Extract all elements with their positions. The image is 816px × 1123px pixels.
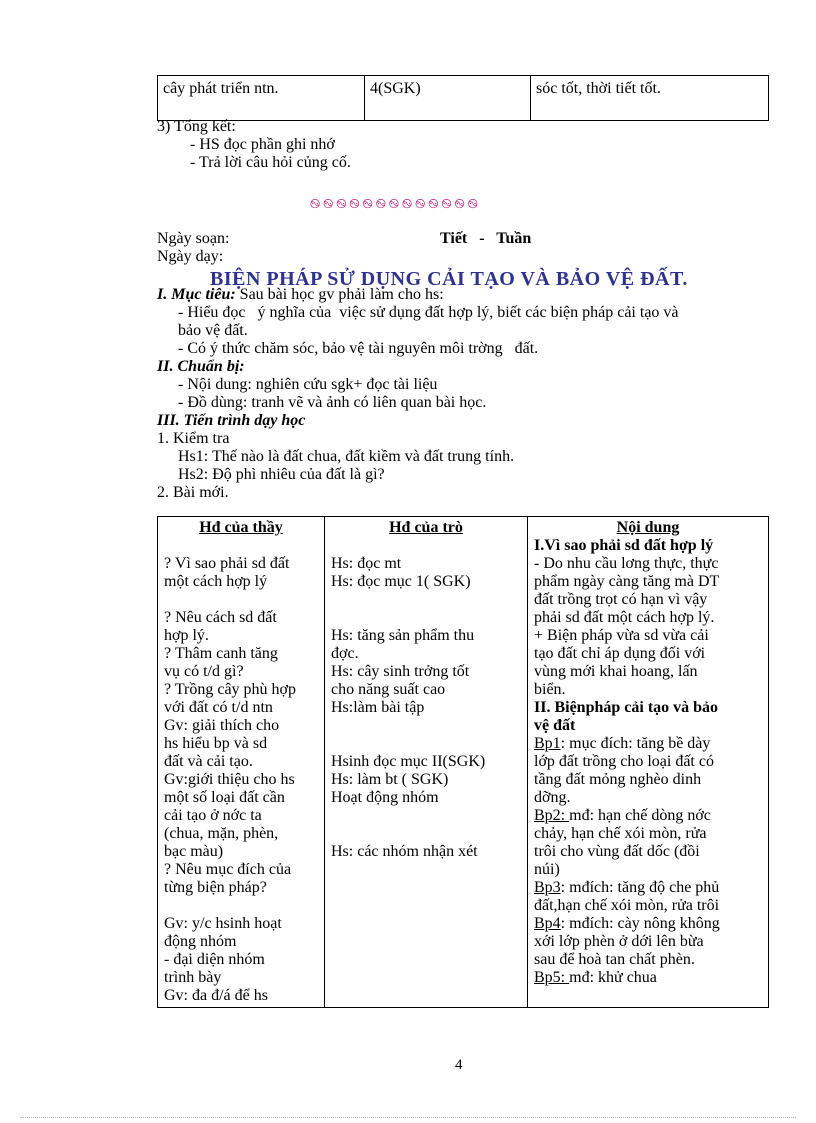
table-row	[158, 76, 769, 121]
measure-line	[534, 807, 762, 825]
check-heading: 1. Kiểm tra	[157, 430, 230, 447]
teacher-line: vụ có t/d gì?	[164, 663, 244, 680]
student-line: Hs: làm bt ( SGK)	[331, 771, 449, 788]
content-line: phẩm ngày càng tăng mà DT	[534, 573, 720, 590]
student-line	[331, 735, 521, 753]
summary-heading: 3) Tổng kết:	[157, 118, 236, 135]
teacher-line: đất và cải tạo.	[164, 753, 253, 770]
student-line: cho năng suất cao	[331, 681, 446, 698]
preparation-item: - Nội dung: nghiên cứu sgk+ đọc tài liệu	[178, 376, 438, 393]
measure-label: Bp4	[534, 915, 561, 932]
ornament-icon: ࿊	[415, 196, 426, 211]
objective-item: - Hiểu đọc ý nghĩa của việc sử dụng đất hợp lý, biết các biện pháp cải tạo và	[178, 304, 679, 321]
teacher-line: một số loại đất cần	[164, 789, 285, 806]
process-heading: III. Tiến trình dạy học	[157, 412, 306, 429]
teacher-line: (chua, mặn, phèn,	[164, 825, 279, 842]
teacher-line: với đất có t/d ntn	[164, 699, 273, 716]
summary-item: - Trả lời câu hỏi củng cố.	[190, 154, 351, 171]
teacher-line	[164, 591, 318, 609]
student-column	[325, 517, 528, 1008]
content-line: phải sd đất một cách hợp lý.	[534, 609, 715, 626]
teacher-line	[164, 537, 318, 555]
page-number: 4	[455, 1057, 463, 1073]
preparation-item: - Đồ dùng: tranh vẽ và ảnh có liên quan bài học.	[178, 394, 487, 411]
student-line	[331, 609, 521, 627]
continuation-table	[157, 75, 769, 121]
measure-line: chảy, hạn chế xói mòn, rửa	[534, 825, 707, 842]
teacher-line: một cách hợp lý	[164, 573, 268, 590]
measure-label: Bp2:	[534, 807, 570, 824]
teacher-line: hs hiểu bp và sd	[164, 735, 268, 752]
ornament-icon: ࿊	[323, 196, 334, 211]
measure-line: tầng đất mỏng nghèo dinh	[534, 771, 702, 788]
measure-line: xới lớp phèn ở dới lên bừa	[534, 933, 704, 950]
ornament-icon: ࿊	[388, 196, 399, 211]
table-cell: cây phát triển ntn.	[158, 76, 365, 121]
objectives-line	[157, 286, 444, 304]
student-line: Hs: các nhóm nhận xét	[331, 843, 478, 860]
teacher-line: động nhóm	[164, 933, 237, 950]
student-line	[331, 717, 521, 735]
teacher-line: ? Thâm canh tăng	[164, 645, 278, 662]
period-week: Tiết - Tuần	[440, 230, 532, 247]
teacher-line: ? Trồng cây phù hợp	[164, 681, 297, 698]
column-header: Nội dung	[616, 519, 680, 536]
student-line: Hs: cây sinh trởng tốt	[331, 663, 470, 680]
measure-label: Bp1	[534, 735, 561, 752]
content-heading: I.Vì sao phải sd đất hợp lý	[534, 537, 714, 554]
ornament-icon: ࿊	[428, 196, 439, 211]
content-heading: vệ đất	[534, 717, 576, 734]
measure-text: mđ: hạn chế dòng nớc	[569, 807, 711, 824]
ornament-icon: ࿊	[336, 196, 347, 211]
measure-line	[534, 969, 762, 987]
measure-line	[534, 879, 762, 897]
student-line	[331, 591, 521, 609]
teacher-line: ? Nêu mục đích của	[164, 861, 292, 878]
measure-line: trôi cho vùng đất dốc (đồi	[534, 843, 700, 860]
measure-text: mđ: khử chua	[569, 969, 657, 986]
date-taught: Ngày dạy:	[157, 248, 224, 265]
column-header: Hđ của thầy	[199, 519, 283, 536]
student-line: Hs:làm bài tập	[331, 699, 425, 716]
teacher-line	[164, 897, 318, 915]
measure-line: đất,hạn chế xói mòn, rửa trôi	[534, 897, 720, 914]
student-line	[331, 807, 521, 825]
teacher-line: bạc màu)	[164, 843, 224, 860]
ornament-icon: ࿊	[441, 196, 452, 211]
teacher-line: Gv:giới thiệu cho hs	[164, 771, 295, 788]
measure-line: sau để hoà tan chất phèn.	[534, 951, 695, 968]
objectives-heading: I. Mục tiêu:	[157, 286, 236, 303]
measure-label: Bp5:	[534, 969, 570, 986]
check-question: Hs1: Thế nào là đất chua, đất kiềm và đất trung tính.	[178, 448, 515, 465]
student-line: Hs: đọc mt	[331, 555, 402, 572]
student-line	[331, 537, 521, 555]
teacher-line: Gv: giải thích cho	[164, 717, 280, 734]
ornament-divider	[310, 189, 610, 226]
table-cell: 4(SGK)	[365, 76, 531, 121]
measure-text: : mđích: cày nông không	[560, 915, 720, 932]
measure-line: dỡng.	[534, 789, 571, 806]
measure-text: : mđích: tăng độ che phủ	[560, 879, 720, 896]
lesson-title: BIỆN PHÁP SỬ DỤNG CẢI TẠO VÀ BẢO VỆ ĐẤT.	[210, 268, 688, 290]
column-header: Hđ của trò	[389, 519, 463, 536]
objectives-intro: Sau bài học gv phải làm cho hs:	[235, 286, 444, 303]
ornament-icon: ࿊	[375, 196, 386, 211]
ornament-icon: ࿊	[401, 196, 413, 211]
new-lesson-heading: 2. Bài mới.	[157, 484, 229, 501]
summary-item: - HS đọc phần ghi nhớ	[190, 136, 335, 153]
measure-line	[534, 915, 762, 933]
table-cell: sóc tốt, thời tiết tốt.	[531, 76, 769, 121]
ornament-icon: ࿊	[454, 196, 465, 211]
teacher-line: ? Nêu cách sd đất	[164, 609, 277, 626]
content-line: - Do nhu cầu lơng thực, thực	[534, 555, 719, 572]
content-column	[528, 517, 769, 1008]
content-line: tạo đất chỉ áp dụng đối với	[534, 645, 706, 662]
student-line: Hs: đọc mục 1( SGK)	[331, 573, 471, 590]
measure-line: núi)	[534, 861, 560, 878]
teacher-line: Gv: đa đ/á để hs	[164, 987, 268, 1004]
ornament-icon: ࿊	[362, 196, 373, 211]
content-line: vùng mới khai hoang, lấn	[534, 663, 698, 680]
measure-line: lớp đất trồng cho loại đất có	[534, 753, 714, 770]
preparation-heading: II. Chuẩn bị:	[157, 358, 245, 375]
objective-item: - Có ý thức chăm sóc, bảo vệ tài nguyên môi trờng đất.	[178, 340, 539, 357]
teacher-line: hợp lý.	[164, 627, 209, 644]
check-question: Hs2: Độ phì nhiêu của đất là gì?	[178, 466, 385, 483]
student-line: đợc.	[331, 645, 359, 662]
content-line: biển.	[534, 681, 566, 698]
ornament-icon: ࿊	[349, 196, 360, 211]
content-line: + Biện pháp vừa sd vừa cải	[534, 627, 709, 644]
student-line	[331, 825, 521, 843]
ornament-icon: ࿊	[310, 196, 321, 211]
measure-line	[534, 735, 762, 753]
measure-label: Bp3	[534, 879, 561, 896]
teacher-line: từng biện pháp?	[164, 879, 267, 896]
activity-table	[157, 516, 769, 1008]
objective-item: bảo vệ đất.	[178, 322, 248, 339]
teacher-line: Gv: y/c hsinh hoạt	[164, 915, 282, 932]
student-line: Hs: tăng sản phẩm thu	[331, 627, 475, 644]
teacher-line: ? Vì sao phải sd đất	[164, 555, 290, 572]
student-line: Hsinh đọc mục II(SGK)	[331, 753, 486, 770]
ornament-icon: ࿊	[467, 196, 478, 211]
table-row	[158, 517, 769, 1008]
teacher-line: cải tạo ở nớc ta	[164, 807, 262, 824]
teacher-column	[158, 517, 325, 1008]
footer-divider	[20, 1117, 796, 1118]
student-line: Hoạt động nhóm	[331, 789, 439, 806]
date-prepared: Ngày soạn:	[157, 230, 230, 247]
content-line: đất trồng trọt có hạn vì vậy	[534, 591, 708, 608]
teacher-line: - đại diện nhóm	[164, 951, 265, 968]
content-heading: II. Biệnpháp cải tạo và bảo	[534, 699, 719, 716]
measure-text: : mục đích: tăng bề dày	[560, 735, 711, 752]
teacher-line: trình bày	[164, 969, 222, 986]
